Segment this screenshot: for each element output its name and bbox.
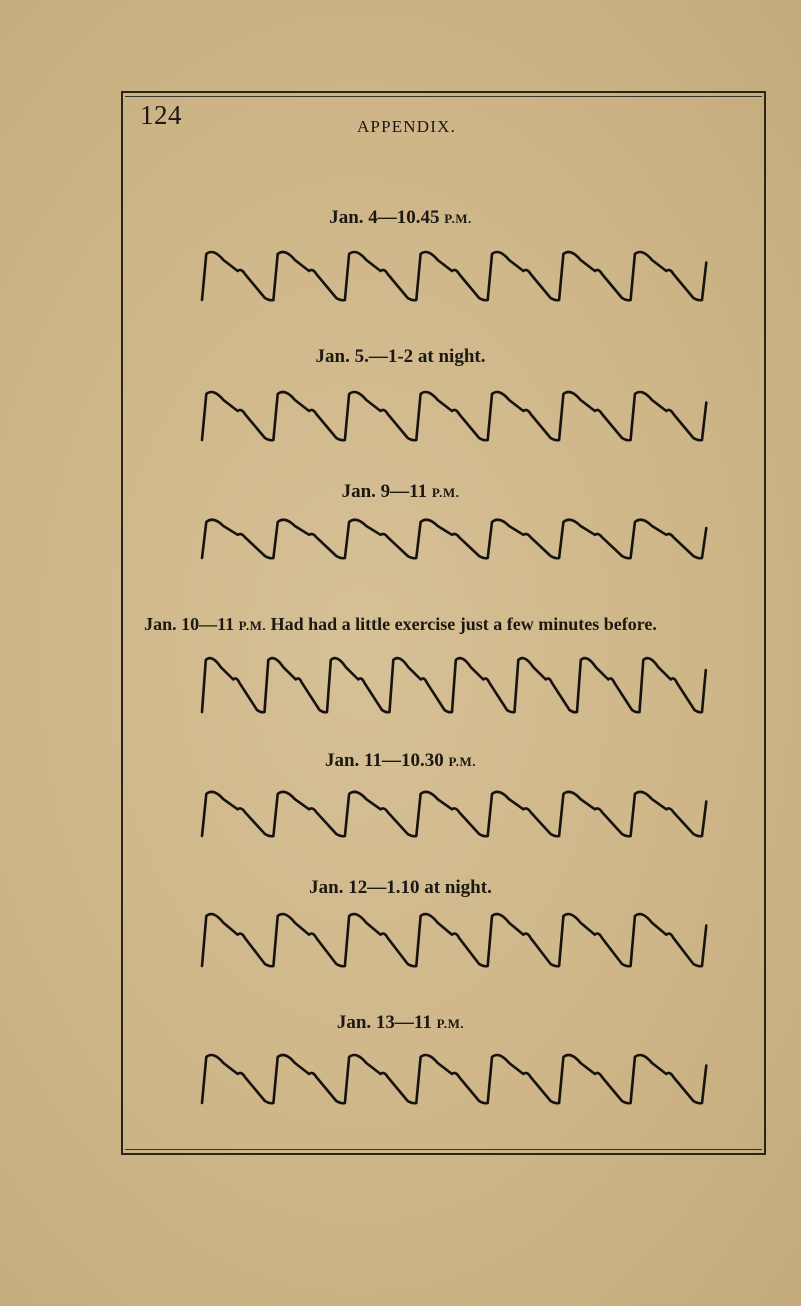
tracing-separator: — <box>377 207 397 228</box>
tracing-caption <box>0 614 801 635</box>
tracing-separator: — <box>368 346 388 367</box>
tracing-time: 10.45 <box>396 207 440 228</box>
tracing-time: 1-2 at night. <box>387 346 486 367</box>
tracing-time-suffix: P.M. <box>444 211 472 226</box>
pulse-tracing <box>180 1047 720 1109</box>
pulse-tracing <box>180 512 720 564</box>
page-number: 124 <box>140 100 182 130</box>
tracing-time: 10.30 <box>401 750 444 771</box>
tracing-time-suffix: P.M. <box>448 754 477 769</box>
tracing-time: 11 <box>217 614 235 634</box>
tracing-date: Jan. 11 <box>324 750 382 771</box>
tracing-caption <box>0 1012 801 1034</box>
tracing-date: Jan. 4 <box>329 207 378 228</box>
pulse-wave-line <box>202 792 706 836</box>
pulse-wave-line <box>202 914 706 966</box>
pulse-tracing <box>180 650 720 718</box>
tracing-separator: — <box>382 750 401 771</box>
tracing-date: Jan. 13 <box>336 1012 395 1033</box>
pulse-tracing <box>180 384 720 446</box>
tracing-note: Had had a little exercise just a few minutes before. <box>270 614 657 634</box>
tracing-time: 11 <box>413 1012 432 1033</box>
tracing-date: Jan. 10 <box>144 614 200 634</box>
tracing-time-suffix: P.M. <box>436 1016 465 1031</box>
tracing-caption <box>0 750 801 772</box>
pulse-wave-line <box>202 520 706 559</box>
tracing-date: Jan. 5. <box>315 346 369 367</box>
running-head: APPENDIX. <box>356 117 457 136</box>
pulse-tracing <box>180 906 720 972</box>
tracing-separator: — <box>394 1012 414 1033</box>
tracing-time-suffix: P.M. <box>431 485 460 500</box>
tracing-time: 1.10 at night. <box>386 877 492 898</box>
pulse-wave-line <box>202 252 706 300</box>
pulse-tracing <box>180 784 720 842</box>
tracing-separator: — <box>390 481 410 502</box>
tracing-separator: — <box>199 614 218 634</box>
tracing-caption <box>0 207 801 229</box>
tracing-time-suffix: P.M. <box>238 618 267 633</box>
tracing-date: Jan. 9 <box>341 481 391 502</box>
tracing-date: Jan. 12 <box>309 877 368 898</box>
tracing-separator: — <box>367 877 387 898</box>
pulse-tracing <box>180 244 720 306</box>
pulse-wave-line <box>202 1055 706 1103</box>
pulse-wave-line <box>202 658 706 712</box>
tracing-caption <box>0 877 801 899</box>
tracing-time: 11 <box>409 481 428 502</box>
tracing-caption <box>0 481 801 503</box>
pulse-wave-line <box>202 392 706 440</box>
tracing-caption <box>0 346 801 368</box>
